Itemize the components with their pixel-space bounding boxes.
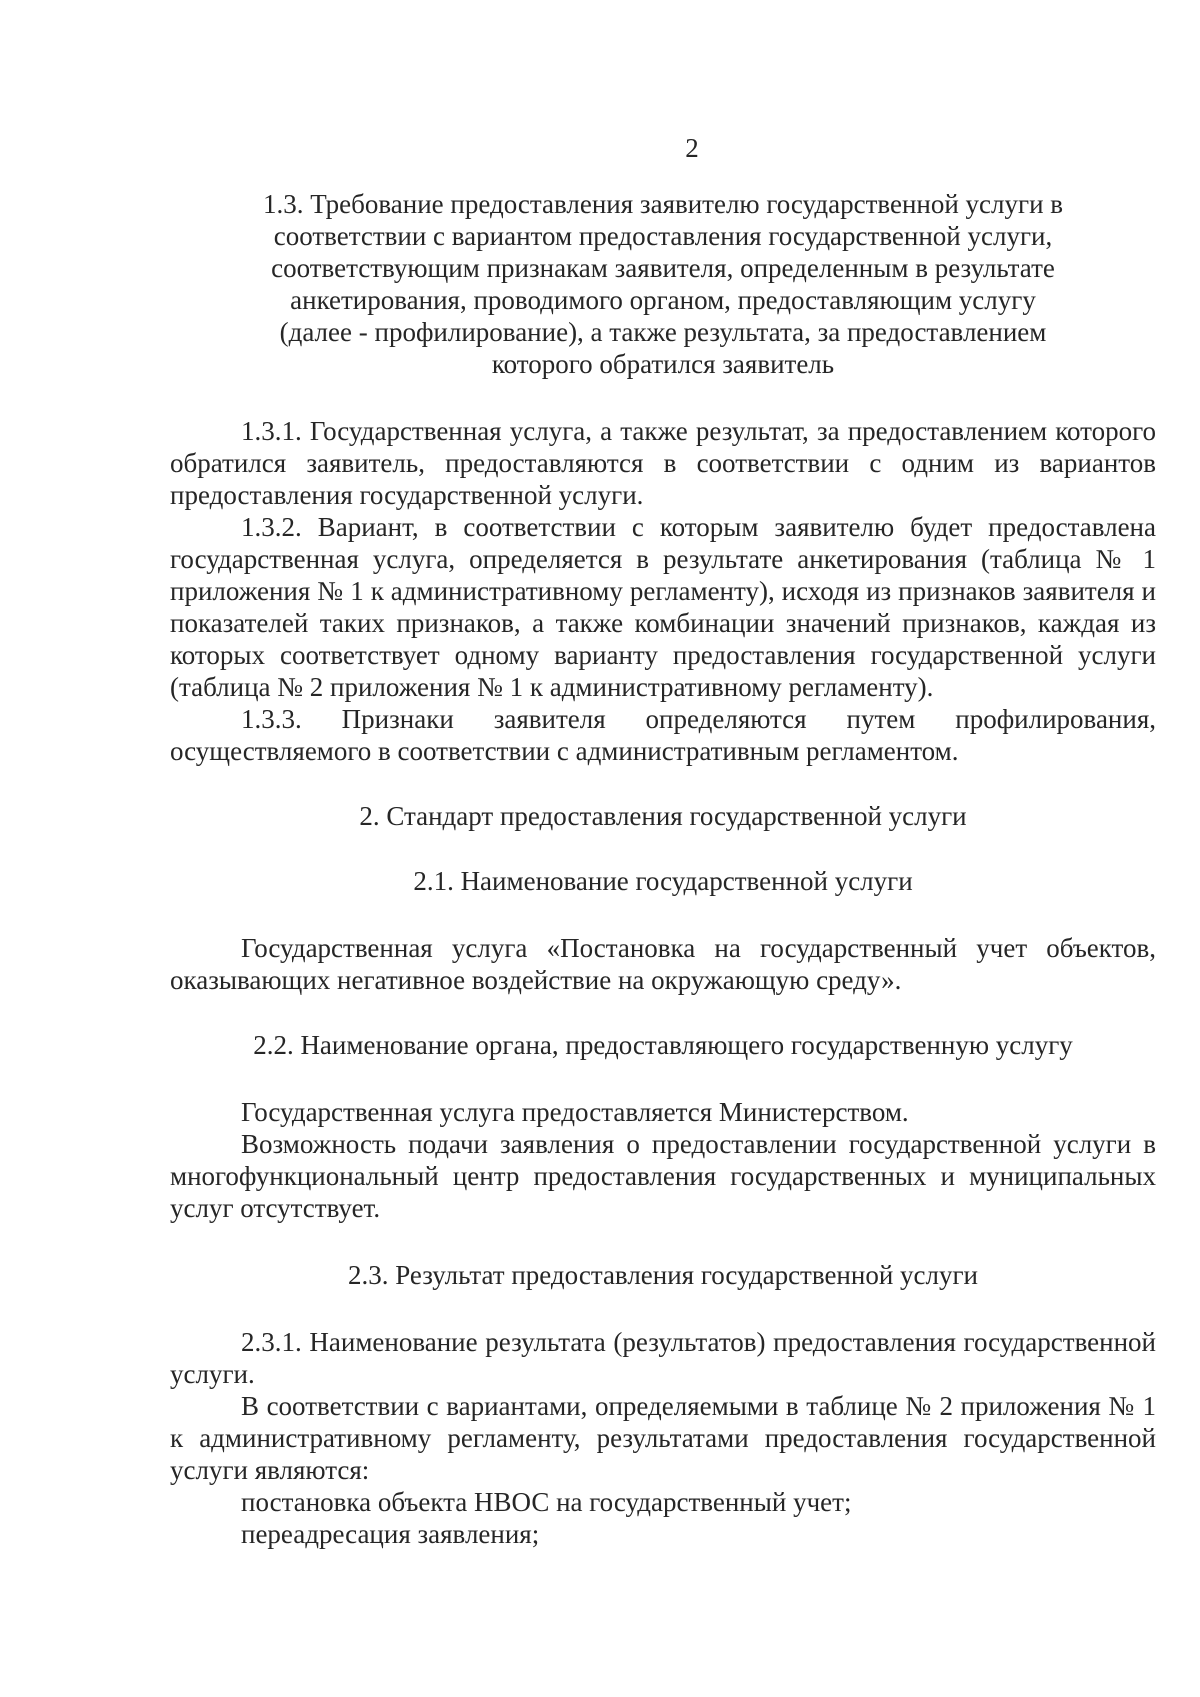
paragraph-1-3-1: 1.3.1. Государственная услуга, а также результат, за предоставлением которого обратился заявитель, предоставляются в соответствии с одним из вариантов предоставления государственной услуги. xyxy=(170,416,1156,510)
list-item-result-2: переадресация заявления; xyxy=(241,1519,540,1549)
heading-1-3-line: 1.3. Требование предоставления заявителю государственной услуги в xyxy=(262,189,1064,219)
paragraph-1-3-2: 1.3.2. Вариант, в соответствии с которым заявителю будет предоставлена государственная услуга, определяется в результате анкетирования (таблица № 1 приложения № 1 к административному регламенту), исходя из признаков заявителя и показателей таких признаков, а также комбинации значений признаков, каждая из которых соответствует одному варианту предоставления государственной услуги (таблица № 2 приложения № 1 к административному регламенту). xyxy=(170,512,1156,702)
heading-2: 2. Стандарт предоставления государственной услуги xyxy=(359,801,967,831)
paragraph-2-3-1: 2.3.1. Наименование результата (результатов) предоставления государственной услуги. xyxy=(170,1327,1156,1389)
heading-1-3 xyxy=(170,188,1156,380)
paragraph-2-2-1: Государственная услуга предоставляется Министерством. xyxy=(241,1097,909,1127)
heading-1-3-line: соответствии с вариантом предоставления государственной услуги, xyxy=(273,221,1053,251)
spacer xyxy=(170,767,1156,800)
heading-1-3-line: анкетирования, проводимого органом, предоставляющим услугу xyxy=(290,285,1036,315)
heading-1-3-line: (далее - профилирование), а также результата, за предоставлением xyxy=(279,317,1047,347)
spacer xyxy=(170,380,1156,415)
paragraph-2-2-2: Возможность подачи заявления о предоставлении государственной услуги в многофункциональный центр предоставления государственных и муниципальных услуг отсутствует. xyxy=(170,1129,1156,1223)
spacer xyxy=(170,1224,1156,1259)
document-body xyxy=(170,188,1156,1550)
paragraph-2-1: Государственная услуга «Постановка на государственный учет объектов, оказывающих негативное воздействие на окружающую среду». xyxy=(170,933,1156,995)
list-item-result-1: постановка объекта НВОС на государственный учет; xyxy=(241,1487,852,1517)
heading-1-3-line: соответствующим признакам заявителя, определенным в результате xyxy=(271,253,1055,283)
heading-1-3-line: которого обратился заявитель xyxy=(491,349,835,379)
heading-2-3: 2.3. Результат предоставления государственной услуги xyxy=(347,1260,979,1290)
heading-2-1: 2.1. Наименование государственной услуги xyxy=(413,866,913,896)
heading-2-2: 2.2. Наименование органа, предоставляющего государственную услугу xyxy=(253,1030,1073,1060)
spacer xyxy=(170,996,1156,1029)
spacer xyxy=(170,1291,1156,1326)
paragraph-1-3-3: 1.3.3. Признаки заявителя определяются путем профилирования, осуществляемого в соответствии с административным регламентом. xyxy=(170,704,1156,766)
paragraph-2-3-2: В соответствии с вариантами, определяемыми в таблице № 2 приложения № 1 к административному регламенту, результатами предоставления государственной услуги являются: xyxy=(170,1391,1156,1485)
page-number: 2 xyxy=(685,133,699,163)
spacer xyxy=(170,1061,1156,1096)
spacer xyxy=(170,897,1156,932)
spacer xyxy=(170,832,1156,865)
